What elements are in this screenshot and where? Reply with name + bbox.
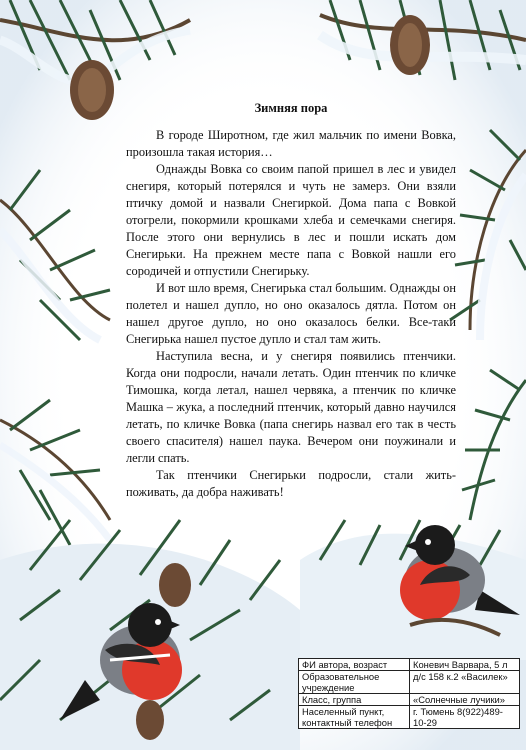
info-label: Класс, группа [299,694,410,706]
info-label: Образовательное учреждение [299,671,410,694]
story-paragraph: Наступила весна, и у снегиря появились птенчики. Когда они подросли, начали летать. Один птенчик по кличке Тимошка, когда летал, нашел червяка, а птенчик по кличке Машка – жука, а последний птенчик, который давно научился летать, по кличке Вовка (папа снегирь назвал его так в честь своего спасителя) нашел паука. Вечером они поужинали и легли спать. [126,349,456,465]
table-row [299,659,520,671]
pine-cone [136,700,164,740]
info-value: Коневич Варвара, 5 л [410,659,520,671]
pine-cone [159,563,191,607]
info-value: «Солнечные лучики» [410,694,520,706]
table-row [299,671,520,694]
story-paragraph: И вот шло время, Снегирька стал большим. Однажды он полетел и нашел дупло, но оно оказалось дятла. Потом он нашел другое дупло, но оно оказалось белки. Все-таки Снегирька нашел пустое дупло и стал там жить. [126,281,456,346]
story-block [126,100,456,501]
author-info-table [298,658,520,729]
story-title: Зимняя пора [254,101,328,115]
info-label: Населенный пункт, контактный телефон [299,706,410,729]
info-label: ФИ автора, возраст [299,659,410,671]
info-value: г. Тюмень 8(922)489-10-29 [410,706,520,729]
story-paragraph: В городе Широтном, где жил мальчик по имени Вовка, произошла такая история… [126,128,456,159]
info-value: д/с 158 к.2 «Василек» [410,671,520,694]
table-row [299,706,520,729]
story-paragraph: Однажды Вовка со своим папой пришел в лес и увидел снегиря, который потерялся и чуть не замерз. Они взяли птичку домой и назвали Снегиркой. Дома папа с Вовкой отогрели, покормили крошками хлеба и семечками снегиря. После этого они вернулись в лес и пошли искать дом Снегирьки. На прежнем месте папа с Вовкой нашли его сородичей и отпустили Снегирьку. [126,162,456,278]
story-paragraph: Так птенчики Снегирьки подросли, стали жить-поживать, да добра наживать! [126,468,456,499]
table-row [299,694,520,706]
